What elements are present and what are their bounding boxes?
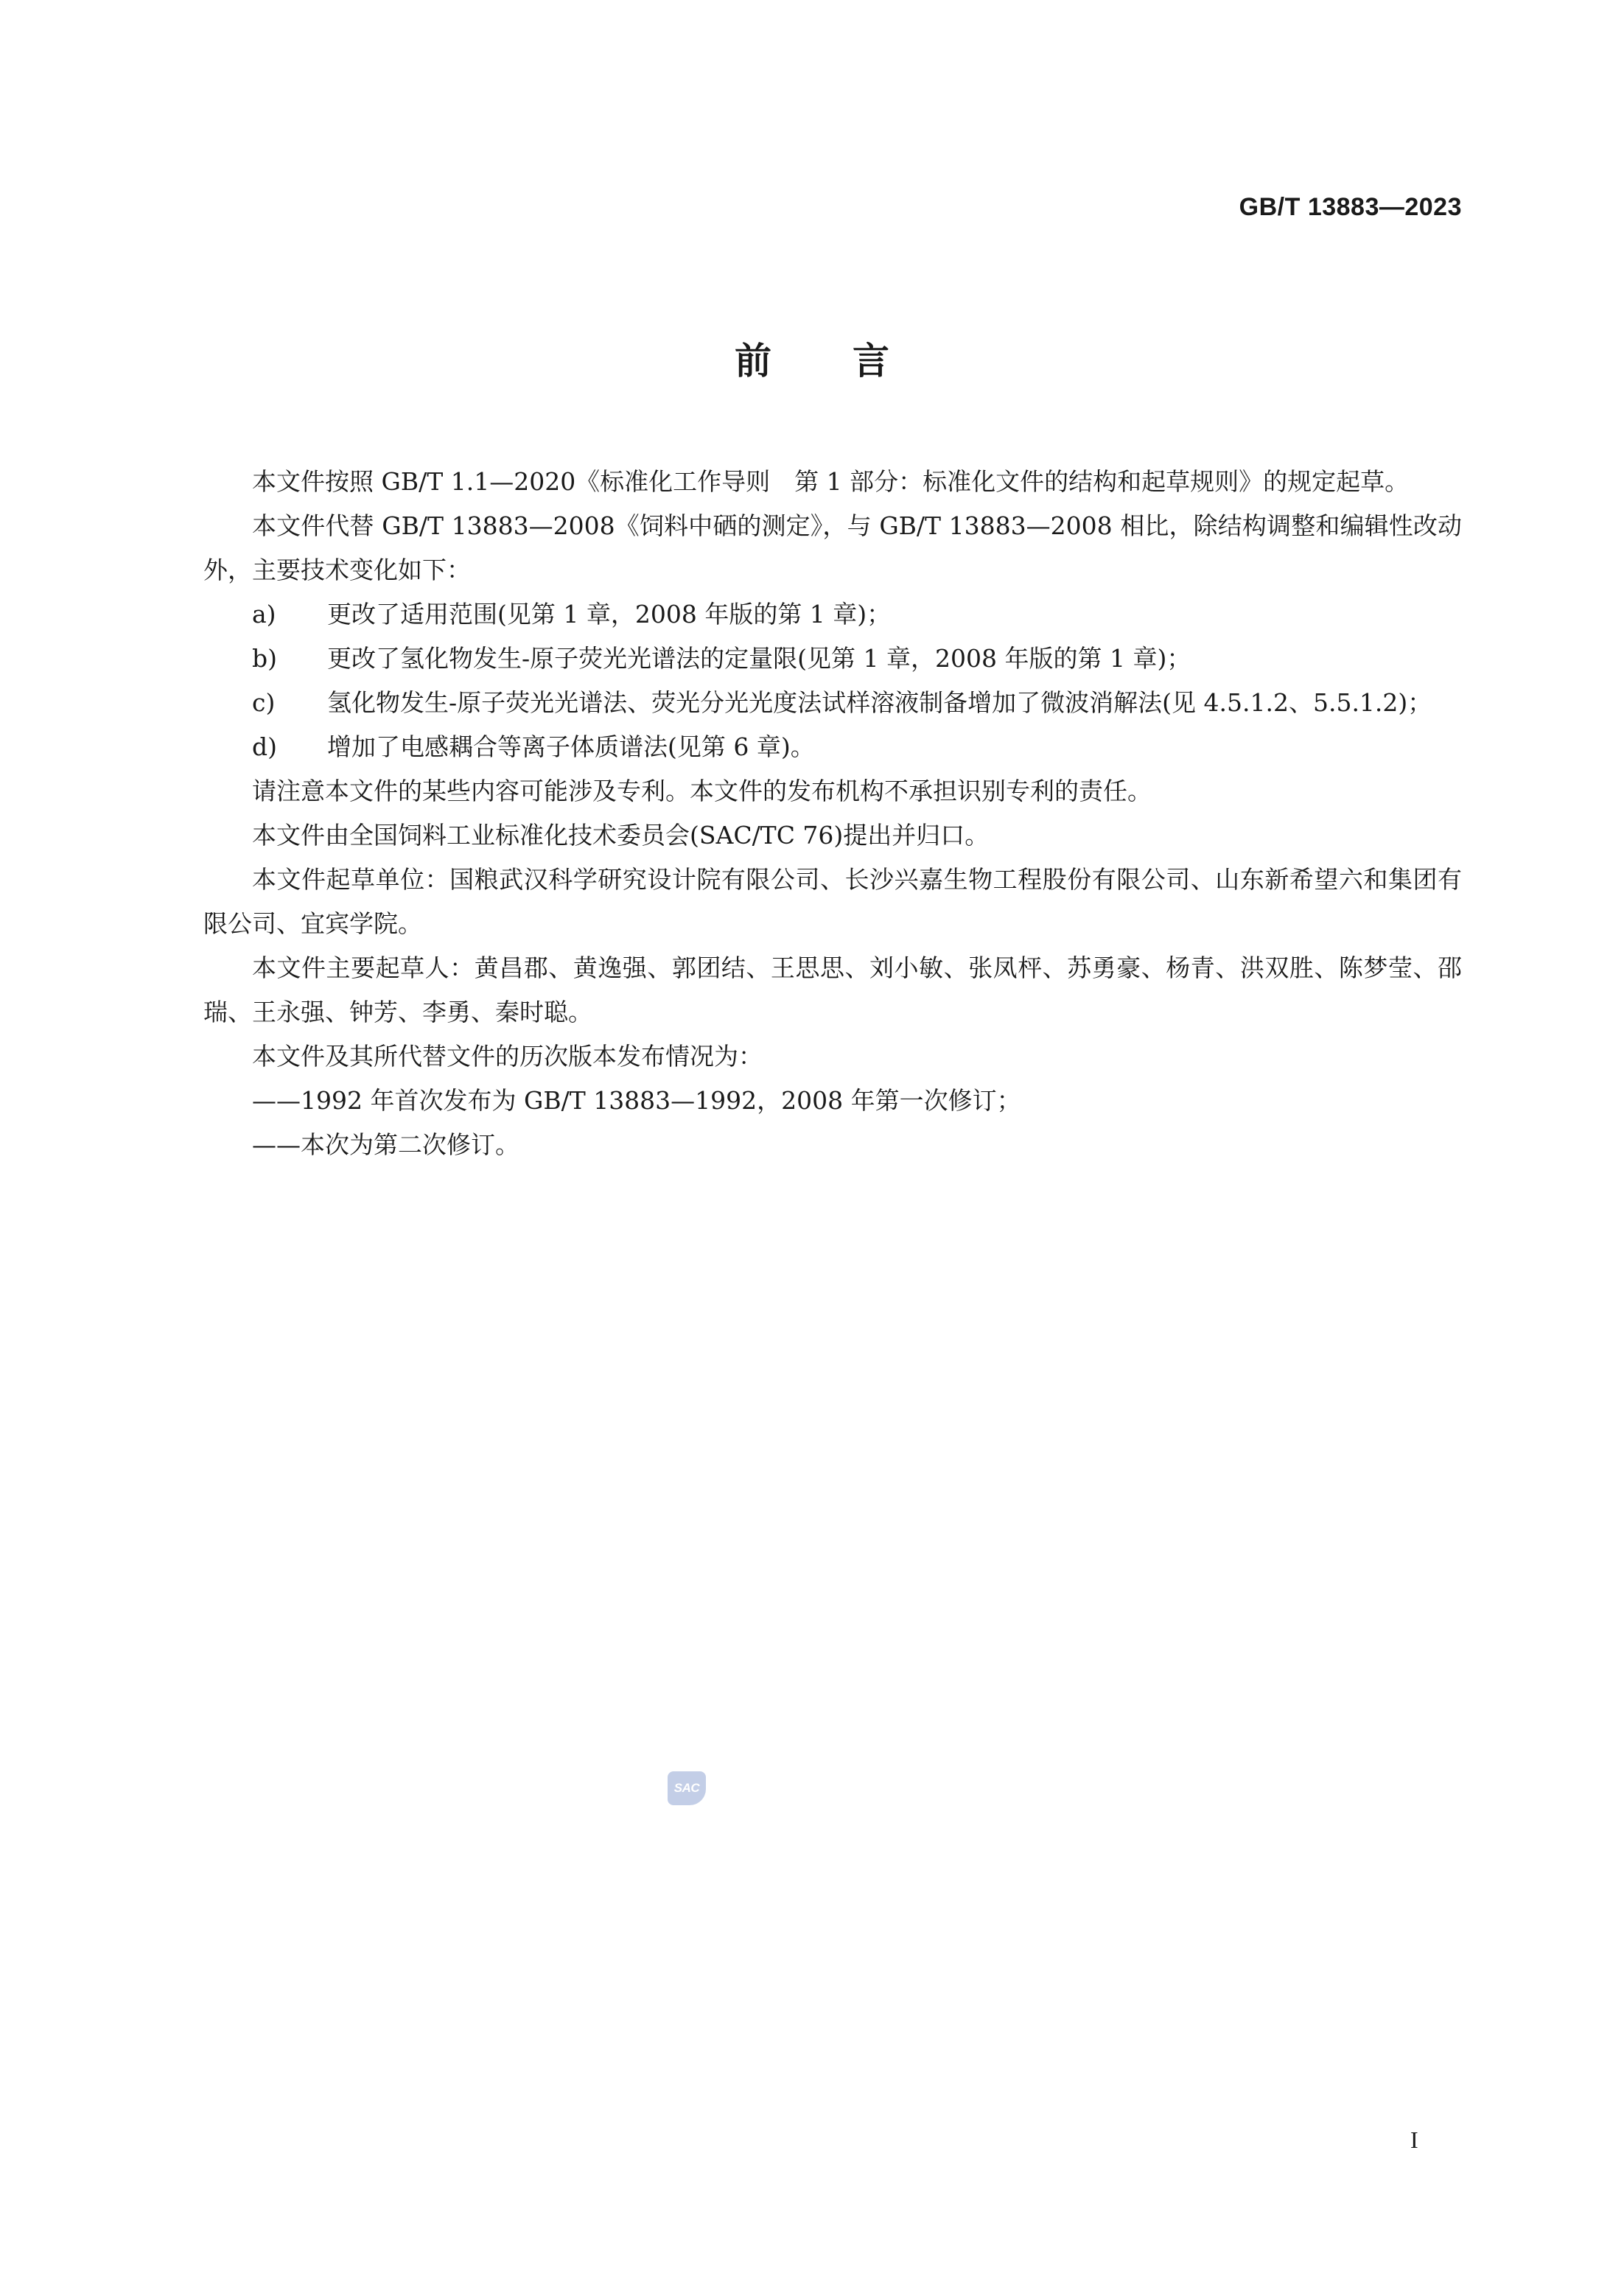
change-item-c [252,681,1462,725]
paragraph-drafters: 本文件主要起草人：黄昌郡、黄逸强、郭团结、王思思、刘小敏、张凤枰、苏勇豪、杨青、洪双胜、陈梦莹、邵瑞、王永强、钟芳、李勇、秦时聪。 [203,953,1462,1026]
paragraph-patent-notice: 请注意本文件的某些内容可能涉及专利。本文件的发布机构不承担识别专利的责任。 [252,777,1152,805]
standard-code: GB/T 13883—2023 [1239,193,1462,221]
paragraph-history-intro: 本文件及其所代替文件的历次版本发布情况为： [252,1042,763,1071]
history-item: ——本次为第二次修订。 [252,1130,519,1159]
change-text: 氢化物发生-原子荧光光谱法、荧光分光光度法试样溶液制备增加了微波消解法(见 4.5.1.2、5.5.1.2)； [327,688,1432,717]
paragraph-replacement: 本文件代替 GB/T 13883—2008《饲料中硒的测定》，与 GB/T 13883—2008 相比，除结构调整和编辑性改动外，主要技术变化如下： [203,511,1462,584]
list-marker: c) [252,688,276,717]
change-text: 增加了电感耦合等离子体质谱法(见第 6 章)。 [327,732,815,761]
change-item-a [252,592,1462,637]
change-item-b [252,637,1462,681]
change-text: 更改了适用范围(见第 1 章，2008 年版的第 1 章)； [327,600,892,629]
history-item: ——1992 年首次发布为 GB/T 13883—1992，2008 年第一次修订； [252,1086,1021,1115]
sac-watermark-logo: SAC [668,1771,706,1805]
change-item-d [252,725,1462,769]
list-marker: d) [252,732,277,761]
list-marker: b) [252,644,277,673]
paragraph-committee: 本文件由全国饲料工业标准化技术委员会(SAC/TC 76)提出并归口。 [252,821,990,850]
change-text: 更改了氢化物发生-原子荧光光谱法的定量限(见第 1 章，2008 年版的第 1 章)； [327,644,1191,673]
list-marker: a) [252,600,276,629]
paragraph-drafting-rules: 本文件按照 GB/T 1.1—2020《标准化工作导则 第 1 部分：标准化文件的结构和起草规则》的规定起草。 [252,467,1410,496]
page-title: 前言 [735,340,970,382]
page-number: I [1410,2126,1418,2153]
foreword-body [203,460,1462,1167]
paragraph-drafting-units: 本文件起草单位：国粮武汉科学研究设计院有限公司、长沙兴嘉生物工程股份有限公司、山东新希望六和集团有限公司、宜宾学院。 [203,865,1462,938]
